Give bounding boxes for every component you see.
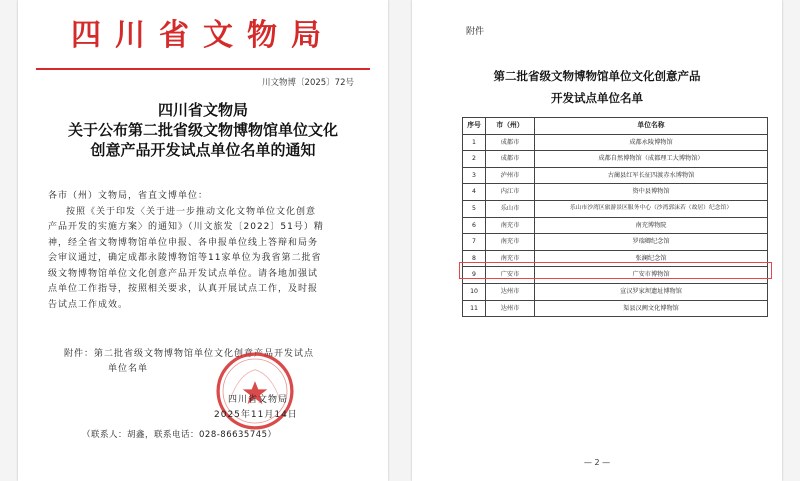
body-line: 会审议通过，确定成都永陵博物馆等11家单位为我省第二批省 <box>48 253 322 263</box>
cell-unit: 乐山市沙湾区旅游景区服务中心（沙湾郭沫若（故居）纪念馆） <box>535 200 768 217</box>
body-line: 产品开发的实施方案〉的通知》（川文旅发〔2022〕51号）精 <box>48 222 324 232</box>
attachment-line-2: 单位名单 <box>108 364 149 374</box>
cell-city: 广安市 <box>486 267 535 284</box>
cell-no: 3 <box>463 167 486 184</box>
cell-city: 达州市 <box>486 283 535 300</box>
letterhead-divider <box>36 68 370 70</box>
attachment-note <box>64 347 354 377</box>
attachment-line-1: 附件：第二批省级文物博物馆单位文化创意产品开发试点 <box>64 349 315 359</box>
table-row <box>463 200 768 217</box>
page-number: — 2 — <box>583 458 611 467</box>
notice-body <box>48 189 358 313</box>
cell-unit: 张澜纪念馆 <box>535 250 768 267</box>
signature-date: 2025年11月14日 <box>214 410 298 420</box>
notice-title-line-2: 关于公布第二批省级文物博物馆单位文化 <box>67 121 338 139</box>
attachment-page <box>412 0 782 481</box>
attachment-header: 附件 <box>466 27 485 37</box>
cell-city: 南充市 <box>486 250 535 267</box>
cell-unit: 宣汉罗家坝遗址博物馆 <box>535 283 768 300</box>
notice-title-line-3: 创意产品开发试点单位名单的通知 <box>90 141 316 159</box>
list-title-line-2: 开发试点单位名单 <box>551 91 643 105</box>
column-header-city: 市（州） <box>486 118 535 135</box>
addressee: 各市（州）文物局，省直文博单位： <box>48 191 209 201</box>
list-title-line-1: 第二批省级文物博物馆单位文化创意产品 <box>493 69 701 83</box>
row-highlight-box <box>459 262 772 279</box>
column-header-no: 序号 <box>463 118 486 135</box>
cell-city: 成都市 <box>486 134 535 151</box>
cell-no: 7 <box>463 234 486 251</box>
cell-no: 10 <box>463 283 486 300</box>
cell-no: 2 <box>463 151 486 168</box>
body-line: 级文物博物馆单位文化创意产品开发试点单位。请各地加强试 <box>48 268 319 279</box>
cell-city: 南充市 <box>486 217 535 234</box>
table-header-row <box>463 118 768 135</box>
notice-title-line-1: 四川省文物局 <box>157 101 248 119</box>
cell-no: 5 <box>463 200 486 217</box>
cell-no: 1 <box>463 134 486 151</box>
cell-unit: 资中县博物馆 <box>535 184 768 201</box>
cell-unit: 渠县汉阙文化博物馆 <box>535 300 768 317</box>
cell-city: 乐山市 <box>486 200 535 217</box>
cell-unit: 古蔺县红军长征四渡赤水博物馆 <box>535 167 768 184</box>
table-row <box>463 234 768 251</box>
table-row <box>463 283 768 300</box>
cell-no: 8 <box>463 250 486 267</box>
cell-unit: 成都自然博物馆（成都理工大博物馆） <box>535 151 768 168</box>
cell-city: 内江市 <box>486 184 535 201</box>
cell-unit: 南充博物院 <box>535 217 768 234</box>
cell-city: 南充市 <box>486 234 535 251</box>
pilot-units-table <box>462 117 768 317</box>
signature-org: 四川省文物局 <box>228 395 289 405</box>
body-line: 告试点工作成效。 <box>48 299 129 310</box>
contact-line: （联系人：胡鑫，联系电话：028-86635745） <box>82 430 277 440</box>
cell-city: 达州市 <box>486 300 535 317</box>
table-row <box>463 184 768 201</box>
cell-no: 4 <box>463 184 486 201</box>
table-row <box>463 134 768 151</box>
cell-no: 9 <box>463 267 486 284</box>
cell-no: 6 <box>463 217 486 234</box>
org-letterhead-title: 四川省文物局 <box>71 18 335 53</box>
document-number: 川文物博〔2025〕72号 <box>262 78 354 88</box>
cell-no: 11 <box>463 300 486 317</box>
column-header-unit: 单位名称 <box>535 118 768 135</box>
cell-unit: 广安市博物馆 <box>535 267 768 284</box>
body-line: 点单位工作指导，按照相关要求，认真开展试点工作，及时报 <box>48 284 319 294</box>
table-row <box>463 167 768 184</box>
table-row <box>463 300 768 317</box>
body-line: 神，经全省文物博物馆单位申报、各申报单位线上答辩和局务 <box>48 237 319 248</box>
cell-city: 泸州市 <box>486 167 535 184</box>
table-row <box>463 151 768 168</box>
body-line: 按照《关于印发〈关于进一步推动文化文物单位文化创意 <box>66 206 317 217</box>
cell-unit: 成都永陵博物馆 <box>535 134 768 151</box>
cell-city: 成都市 <box>486 151 535 168</box>
table-row <box>463 217 768 234</box>
notice-page <box>18 0 388 481</box>
cell-unit: 罗瑞卿纪念馆 <box>535 234 768 251</box>
